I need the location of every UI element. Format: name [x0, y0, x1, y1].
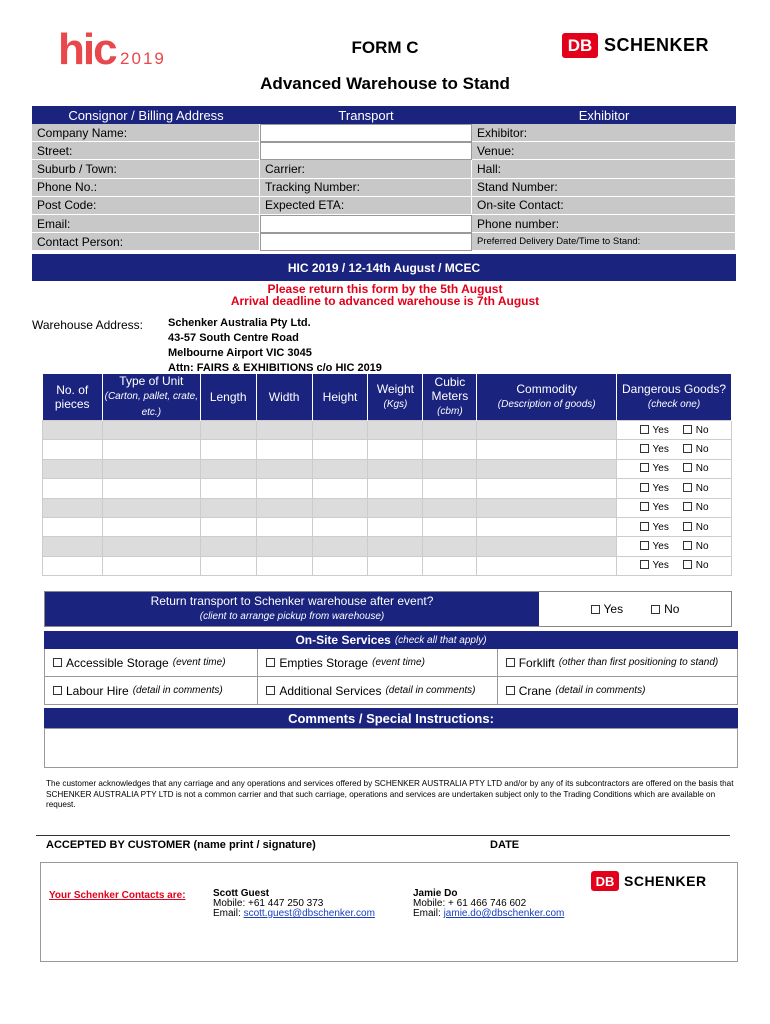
- address-header: [32, 106, 736, 124]
- dangerous-goods-cell: [617, 498, 732, 517]
- checkbox-icon[interactable]: [683, 463, 692, 472]
- table-row: [43, 517, 732, 536]
- goods-col-header: [477, 374, 617, 421]
- checkbox-icon[interactable]: [683, 444, 692, 453]
- warehouse-line: Attn: FAIRS & EXHIBITIONS c/o HIC 2019: [168, 362, 382, 374]
- goods-input-cell[interactable]: [423, 537, 477, 556]
- goods-input-cell[interactable]: [102, 421, 200, 440]
- checkbox-icon[interactable]: [53, 686, 62, 695]
- goods-input-cell[interactable]: [200, 440, 256, 459]
- checkbox-icon[interactable]: [640, 425, 649, 434]
- checkbox-icon[interactable]: [640, 541, 649, 550]
- form-subtitle: Advanced Warehouse to Stand: [260, 74, 510, 93]
- checkbox-icon[interactable]: [651, 605, 660, 614]
- goods-input-cell[interactable]: [477, 498, 617, 517]
- checkbox-icon[interactable]: [683, 425, 692, 434]
- schenker-wordmark: SCHENKER: [624, 873, 707, 889]
- goods-input-cell[interactable]: [477, 421, 617, 440]
- return-yes-label: Yes: [603, 602, 624, 616]
- dangerous-goods-cell: [617, 440, 732, 459]
- goods-input-cell[interactable]: [43, 556, 103, 575]
- checkbox-icon[interactable]: [506, 658, 515, 667]
- acceptance-divider: [36, 835, 730, 836]
- goods-input-cell[interactable]: [312, 421, 368, 440]
- service-note: (detail in comments): [385, 685, 476, 696]
- service-label: Additional Services: [279, 683, 382, 698]
- no-label: No: [695, 444, 709, 456]
- hic-logo-word: hic: [58, 25, 116, 74]
- checkbox-icon[interactable]: [640, 560, 649, 569]
- goods-input-cell[interactable]: [200, 517, 256, 536]
- return-transport-note: (client to arrange pickup from warehouse): [199, 611, 385, 622]
- exhibitor-field[interactable]: Preferred Delivery Date/Time to Stand:: [472, 233, 736, 251]
- contact-card: [413, 889, 564, 919]
- service-option[interactable]: [258, 649, 497, 676]
- table-row: [43, 459, 732, 478]
- goods-col-header: [617, 374, 732, 421]
- transport-field[interactable]: [260, 233, 472, 251]
- goods-input-cell[interactable]: [43, 517, 103, 536]
- exhibitor-field[interactable]: On-site Contact:: [472, 197, 736, 215]
- consignor-field[interactable]: Post Code:: [32, 197, 260, 215]
- goods-col-header: [368, 374, 423, 421]
- consignor-field[interactable]: Email:: [32, 215, 260, 233]
- checkbox-icon[interactable]: [506, 686, 515, 695]
- goods-col-title: No. of pieces: [54, 383, 90, 411]
- contact-mobile: Mobile: +61 447 250 373: [213, 898, 324, 909]
- warehouse-line: Melbourne Airport VIC 3045: [168, 347, 312, 359]
- address-block: [32, 106, 736, 251]
- exhibitor-field[interactable]: Hall:: [472, 160, 736, 178]
- no-label: No: [695, 560, 709, 572]
- contact-email-link[interactable]: jamie.do@dbschenker.com: [443, 908, 565, 919]
- yes-label: Yes: [652, 502, 669, 514]
- goods-input-cell[interactable]: [200, 498, 256, 517]
- goods-input-cell[interactable]: [423, 459, 477, 478]
- goods-col-header: [312, 374, 368, 421]
- service-note: (event time): [372, 657, 425, 668]
- exhibitor-header: Exhibitor: [578, 107, 630, 123]
- consignor-field[interactable]: Contact Person:: [32, 233, 260, 251]
- service-note: (event time): [172, 657, 226, 668]
- table-row: [43, 498, 732, 517]
- goods-input-cell[interactable]: [423, 517, 477, 536]
- checkbox-icon[interactable]: [640, 502, 649, 511]
- checkbox-icon[interactable]: [591, 605, 600, 614]
- transport-field[interactable]: [260, 142, 472, 160]
- schenker-logo-bottom: [591, 871, 707, 891]
- goods-input-cell[interactable]: [312, 498, 368, 517]
- address-row: [32, 197, 736, 215]
- dangerous-goods-cell: [617, 459, 732, 478]
- goods-input-cell[interactable]: [200, 479, 256, 498]
- comments-title: Comments / Special Instructions:: [44, 708, 738, 728]
- goods-input-cell[interactable]: [477, 556, 617, 575]
- goods-input-cell[interactable]: [256, 440, 312, 459]
- address-row: [32, 160, 736, 178]
- goods-input-cell[interactable]: [423, 498, 477, 517]
- yes-label: Yes: [652, 463, 669, 475]
- yes-label: Yes: [652, 444, 669, 456]
- consignor-header: Consignor / Billing Address: [68, 107, 224, 123]
- goods-input-cell[interactable]: [368, 479, 423, 498]
- goods-input-cell[interactable]: [477, 459, 617, 478]
- goods-input-cell[interactable]: [256, 421, 312, 440]
- goods-input-cell[interactable]: [102, 517, 200, 536]
- goods-input-cell[interactable]: [102, 479, 200, 498]
- checkbox-icon[interactable]: [640, 444, 649, 453]
- goods-input-cell[interactable]: [43, 498, 103, 517]
- goods-input-cell[interactable]: [256, 556, 312, 575]
- exhibitor-field[interactable]: Stand Number:: [472, 179, 736, 197]
- goods-input-cell[interactable]: [256, 459, 312, 478]
- goods-input-cell[interactable]: [200, 556, 256, 575]
- address-row: [32, 142, 736, 160]
- goods-col-title: Type of Unit: [119, 374, 184, 388]
- checkbox-icon[interactable]: [683, 522, 692, 531]
- hic-logo-year: 2019: [120, 49, 166, 68]
- goods-col-header: [102, 374, 200, 421]
- schenker-logo-top: [562, 33, 709, 58]
- contacts-box: [40, 862, 738, 962]
- contacts-label: Your Schenker Contacts are:: [49, 890, 186, 901]
- goods-input-cell[interactable]: [200, 421, 256, 440]
- service-option[interactable]: [258, 677, 497, 704]
- goods-input-cell[interactable]: [43, 440, 103, 459]
- dangerous-goods-cell: [617, 421, 732, 440]
- db-logo-box: DB: [591, 871, 619, 891]
- exhibitor-field[interactable]: Venue:: [472, 142, 736, 160]
- dangerous-goods-cell: [617, 556, 732, 575]
- goods-input-cell[interactable]: [312, 556, 368, 575]
- service-note: (other than first positioning to stand): [558, 657, 719, 668]
- goods-input-cell[interactable]: [368, 459, 423, 478]
- checkbox-icon[interactable]: [53, 658, 62, 667]
- return-no-option[interactable]: [651, 602, 679, 616]
- goods-input-cell[interactable]: [43, 537, 103, 556]
- checkbox-icon[interactable]: [683, 502, 692, 511]
- no-label: No: [695, 541, 709, 553]
- goods-col-title: Dangerous Goods?: [622, 382, 727, 396]
- goods-input-cell[interactable]: [477, 517, 617, 536]
- goods-input-cell[interactable]: [477, 537, 617, 556]
- no-label: No: [695, 521, 709, 533]
- transport-field[interactable]: Carrier:: [260, 160, 472, 178]
- yes-label: Yes: [652, 521, 669, 533]
- checkbox-icon[interactable]: [683, 541, 692, 550]
- goods-input-cell[interactable]: [477, 479, 617, 498]
- goods-input-cell[interactable]: [102, 440, 200, 459]
- goods-input-cell[interactable]: [368, 556, 423, 575]
- contact-mobile: Mobile: + 61 466 746 602: [413, 898, 527, 909]
- contact-email-link[interactable]: scott.guest@dbschenker.com: [243, 908, 375, 919]
- exhibitor-field[interactable]: Exhibitor:: [472, 124, 736, 142]
- goods-input-cell[interactable]: [312, 459, 368, 478]
- goods-input-cell[interactable]: [312, 517, 368, 536]
- checkbox-icon[interactable]: [640, 483, 649, 492]
- service-option[interactable]: [45, 677, 258, 704]
- goods-col-header: [200, 374, 256, 421]
- goods-input-cell[interactable]: [423, 421, 477, 440]
- goods-input-cell[interactable]: [256, 537, 312, 556]
- address-row: [32, 179, 736, 197]
- checkbox-icon[interactable]: [266, 658, 275, 667]
- yes-label: Yes: [652, 560, 669, 572]
- service-label: Forklift: [518, 655, 555, 670]
- goods-col-subtitle: (check one): [647, 399, 701, 410]
- no-label: No: [695, 424, 709, 436]
- goods-input-cell[interactable]: [43, 421, 103, 440]
- service-label: Accessible Storage: [66, 655, 169, 670]
- goods-input-cell[interactable]: [423, 479, 477, 498]
- service-option[interactable]: [498, 649, 737, 676]
- goods-col-title: Width: [268, 390, 300, 404]
- service-label: Labour Hire: [66, 683, 129, 698]
- goods-input-cell[interactable]: [43, 479, 103, 498]
- goods-col-title: Weight: [376, 382, 414, 396]
- transport-field[interactable]: [260, 124, 472, 142]
- arrival-deadline-notice: Arrival deadline to advanced warehouse is 7th August: [230, 294, 540, 308]
- goods-input-cell[interactable]: [102, 498, 200, 517]
- goods-col-subtitle: (cbm): [437, 406, 463, 417]
- warehouse-line: Schenker Australia Pty Ltd.: [168, 317, 311, 329]
- goods-col-header: [43, 374, 103, 421]
- return-transport-question: Return transport to Schenker warehouse after event?: [150, 594, 434, 608]
- goods-input-cell[interactable]: [256, 498, 312, 517]
- address-row: [32, 233, 736, 251]
- goods-input-cell[interactable]: [423, 556, 477, 575]
- goods-col-subtitle: (Kgs): [383, 399, 408, 410]
- goods-input-cell[interactable]: [312, 440, 368, 459]
- service-label: Empties Storage: [279, 655, 369, 670]
- goods-input-cell[interactable]: [312, 537, 368, 556]
- goods-input-cell[interactable]: [102, 556, 200, 575]
- checkbox-icon[interactable]: [266, 686, 275, 695]
- form-title: FORM C: [351, 38, 419, 57]
- acceptance-date-label: DATE: [490, 839, 520, 851]
- transport-header: Transport: [338, 107, 394, 123]
- return-no-label: No: [664, 602, 680, 616]
- return-yes-option[interactable]: [591, 602, 624, 616]
- service-note: (detail in comments): [555, 685, 646, 696]
- goods-input-cell[interactable]: [368, 517, 423, 536]
- no-label: No: [695, 502, 709, 514]
- goods-input-cell[interactable]: [368, 440, 423, 459]
- table-row: [43, 479, 732, 498]
- service-option[interactable]: [45, 649, 258, 676]
- goods-input-cell[interactable]: [477, 440, 617, 459]
- table-row: [43, 537, 732, 556]
- yes-label: Yes: [652, 482, 669, 494]
- onsite-services: [44, 631, 738, 705]
- goods-col-subtitle: (Description of goods): [497, 399, 596, 410]
- contact-name: Jamie Do: [413, 888, 458, 899]
- return-transport-question-cell: [45, 592, 539, 626]
- warehouse-address: [168, 316, 382, 376]
- services-row: [44, 649, 738, 677]
- transport-field[interactable]: [260, 215, 472, 233]
- goods-table: [42, 374, 732, 576]
- no-label: No: [695, 482, 709, 494]
- contact-email-label: Email:: [213, 908, 241, 919]
- warehouse-label: Warehouse Address:: [32, 318, 143, 332]
- services-row: [44, 677, 738, 705]
- address-row: [32, 124, 736, 142]
- service-note: (detail in comments): [132, 685, 223, 696]
- checkbox-icon[interactable]: [640, 522, 649, 531]
- dangerous-goods-cell: [617, 479, 732, 498]
- goods-input-cell[interactable]: [256, 517, 312, 536]
- yes-label: Yes: [652, 541, 669, 553]
- table-row: [43, 556, 732, 575]
- comments-input[interactable]: [44, 728, 738, 768]
- warehouse-line: 43-57 South Centre Road: [168, 332, 299, 344]
- goods-input-cell[interactable]: [312, 479, 368, 498]
- no-label: No: [695, 463, 709, 475]
- yes-label: Yes: [652, 424, 669, 436]
- dangerous-goods-cell: [617, 537, 732, 556]
- goods-input-cell[interactable]: [200, 537, 256, 556]
- db-logo-box: DB: [562, 33, 598, 58]
- disclaimer: The customer acknowledges that any carriage and any operations and services offered by SCHENKER AUSTRALIA PTY LTD and/or by any of its subcontractors are offered on the basis that SCHENKER AUSTRALIA PTY LTD is not a common carrier and that such carriage, operations and services are undertaken subject only to the Trading Conditions which are available on request.: [46, 779, 734, 809]
- services-title: On-Site Services: [295, 633, 391, 647]
- goods-col-title: Length: [209, 390, 247, 404]
- goods-input-cell[interactable]: [368, 537, 423, 556]
- contact-card: [213, 889, 375, 919]
- event-bar: HIC 2019 / 12-14th August / MCEC: [32, 254, 736, 281]
- checkbox-icon[interactable]: [640, 463, 649, 472]
- exhibitor-field[interactable]: Phone number:: [472, 215, 736, 233]
- goods-input-cell[interactable]: [423, 440, 477, 459]
- contact-email-label: Email:: [413, 908, 441, 919]
- dangerous-goods-cell: [617, 517, 732, 536]
- table-row: [43, 421, 732, 440]
- consignor-field[interactable]: Phone No.:: [32, 179, 260, 197]
- address-row: [32, 215, 736, 233]
- service-option[interactable]: [498, 677, 737, 704]
- acceptance-label: ACCEPTED BY CUSTOMER (name print / signature): [46, 839, 316, 851]
- goods-col-title: Commodity: [516, 382, 578, 396]
- table-row: [43, 440, 732, 459]
- services-title-note: (check all that apply): [394, 634, 487, 646]
- goods-input-cell[interactable]: [368, 421, 423, 440]
- transport-field[interactable]: Expected ETA:: [260, 197, 472, 215]
- goods-col-title: Height: [322, 390, 358, 404]
- goods-input-cell[interactable]: [102, 537, 200, 556]
- schenker-wordmark: SCHENKER: [604, 35, 710, 55]
- goods-col-header: [256, 374, 312, 421]
- goods-input-cell[interactable]: [368, 498, 423, 517]
- transport-field[interactable]: Tracking Number:: [260, 179, 472, 197]
- service-label: Crane: [518, 683, 552, 698]
- return-transport-box: [44, 591, 732, 627]
- goods-col-header: [423, 374, 477, 421]
- return-transport-options: [539, 592, 731, 626]
- goods-input-cell[interactable]: [43, 459, 103, 478]
- checkbox-icon[interactable]: [683, 483, 692, 492]
- goods-input-cell[interactable]: [256, 479, 312, 498]
- goods-col-title: Cubic Meters: [431, 375, 469, 403]
- consignor-field[interactable]: Street:: [32, 142, 260, 160]
- goods-input-cell[interactable]: [102, 459, 200, 478]
- contact-name: Scott Guest: [213, 888, 270, 899]
- services-header: [44, 631, 738, 649]
- goods-col-subtitle: (Carton, pallet, crate, etc.): [104, 391, 198, 418]
- consignor-field[interactable]: Company Name:: [32, 124, 260, 142]
- checkbox-icon[interactable]: [683, 560, 692, 569]
- return-deadline-notice: Please return this form by the 5th August: [267, 282, 503, 296]
- goods-input-cell[interactable]: [200, 459, 256, 478]
- consignor-field[interactable]: Suburb / Town:: [32, 160, 260, 178]
